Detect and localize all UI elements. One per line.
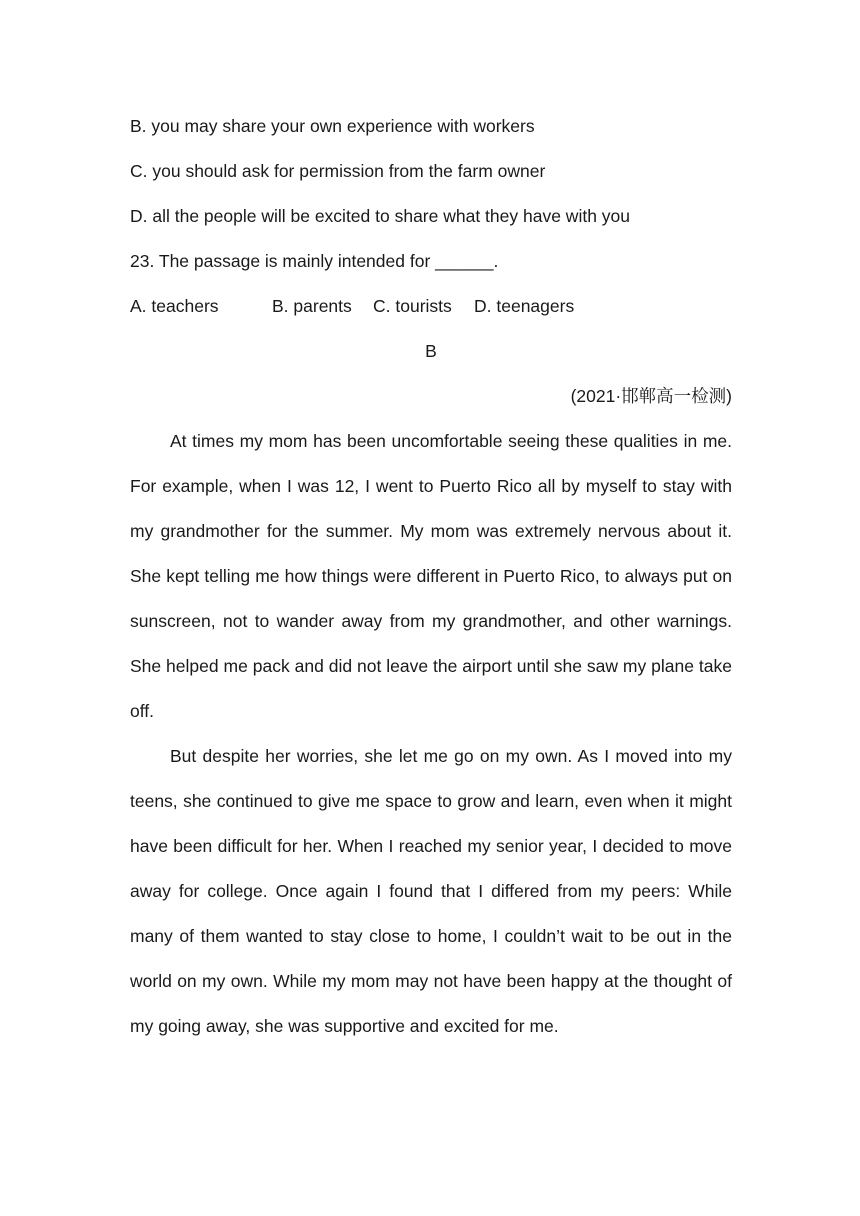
- source-note: (2021·邯郸高一检测): [570, 386, 732, 406]
- document-page: [130, 104, 732, 1049]
- option-c-text: C. you should ask for permission from the farm owner: [130, 161, 546, 181]
- option-b-text: B. you may share your own experience with workers: [130, 116, 535, 136]
- question-23-options: [130, 284, 732, 329]
- question-23-option-a: A. teachers: [130, 296, 219, 316]
- passage-paragraph: At times my mom has been uncomfortable seeing these qualities in me. For example, when I was 12, I went to Puerto Rico all by myself to stay with my grandmother for the summer. My mom was extremely nervous about it. She kept telling me how things were different in Puerto Rico, to always put on sunscreen, not to wander away from my grandmother, and other warnings. She helped me pack and did not leave the airport until she saw my plane take off.: [130, 431, 732, 721]
- option-d-text: D. all the people will be excited to share what they have with you: [130, 206, 631, 226]
- question-23-option-c: C. tourists: [373, 296, 452, 316]
- section-label: B: [425, 341, 437, 361]
- question-23-option-d: D. teenagers: [474, 296, 575, 316]
- passage-paragraph: But despite her worries, she let me go on my own. As I moved into my teens, she continued to give me space to grow and learn, even when it might have been difficult for her. When I reached my senior year, I decided to move away for college. Once again I found that I differed from my peers: While many of them wanted to stay close to home, I couldn’t wait to be out in the world on my own. While my mom may not have been happy at the thought of my going away, she was supportive and excited for me.: [130, 746, 732, 1036]
- question-23-option-b: B. parents: [272, 296, 352, 316]
- question-23-stem: 23. The passage is mainly intended for ______.: [130, 251, 499, 271]
